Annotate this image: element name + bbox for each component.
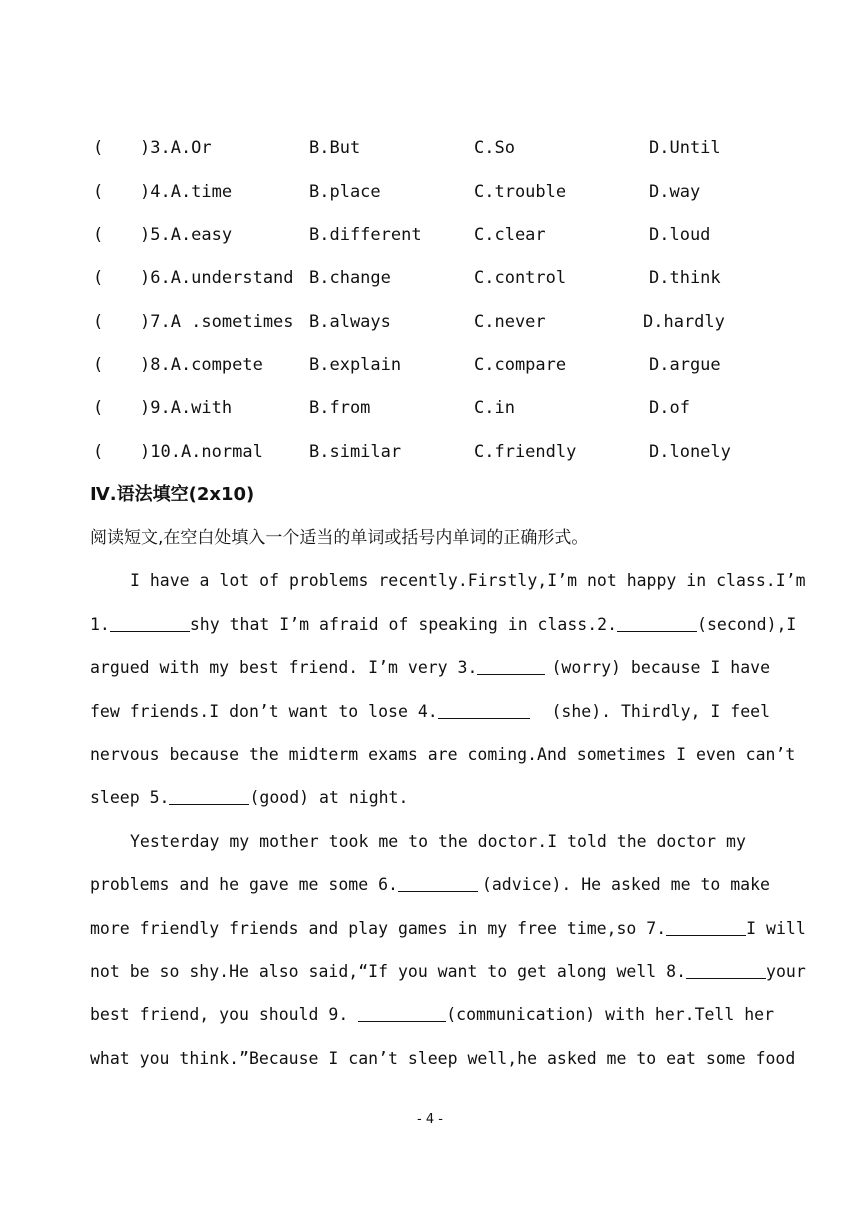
- mc-row-7: [90, 310, 780, 334]
- answer-blank-6[interactable]: [398, 873, 478, 892]
- mc-row-5: [90, 223, 780, 247]
- option-c: C.control: [474, 268, 567, 288]
- answer-paren: (: [93, 225, 104, 245]
- passage-text: (good) at night.: [249, 788, 409, 807]
- passage-text: problems and he gave me some 6.: [90, 875, 398, 894]
- answer-blank-1[interactable]: [110, 613, 190, 632]
- answer-blank-8[interactable]: [686, 960, 766, 979]
- mc-row-10: [90, 440, 780, 464]
- option-b: B.different: [309, 225, 422, 245]
- option-a: )6.A.understand: [140, 268, 294, 288]
- passage-line: [90, 1002, 775, 1028]
- passage-line: [90, 612, 797, 638]
- answer-paren: (: [93, 268, 104, 288]
- option-b: B.But: [309, 138, 361, 158]
- passage-text: (she). Thirdly, I feel: [551, 702, 770, 721]
- option-a: )4.A.time: [140, 182, 233, 202]
- answer-blank-4[interactable]: [438, 700, 530, 719]
- passage-text: few friends.I don’t want to lose 4.: [90, 702, 438, 721]
- passage-text: (worry) because I have: [551, 658, 770, 677]
- passage-text: shy that I’m afraid of speaking in class.2.: [189, 615, 618, 634]
- passage-text: (communication) with her.Tell her: [446, 1005, 775, 1024]
- option-d: D.argue: [649, 355, 721, 375]
- passage-text: best friend, you should 9.: [90, 1005, 359, 1024]
- passage-text: nervous because the midterm exams are coming.And sometimes I even can’t: [90, 745, 796, 764]
- option-c: C.never: [474, 312, 546, 332]
- answer-paren: (: [93, 312, 104, 332]
- passage-line: [90, 916, 806, 942]
- mc-row-6: [90, 266, 780, 290]
- passage-line: [90, 655, 770, 681]
- option-a: )9.A.with: [140, 398, 233, 418]
- option-b: B.place: [309, 182, 381, 202]
- answer-paren: (: [93, 138, 104, 158]
- passage-text: more friendly friends and play games in my free time,so 7.: [90, 919, 667, 938]
- answer-paren: (: [93, 398, 104, 418]
- passage-text: not be so shy.He also said,“If you want to get along well 8.: [90, 962, 687, 981]
- option-d: D.of: [649, 398, 690, 418]
- answer-blank-7[interactable]: [666, 917, 746, 936]
- passage-text: I will: [746, 919, 806, 938]
- passage-text: (second),I: [697, 615, 797, 634]
- instruction-text: 阅读短文,在空白处填入一个适当的单词或括号内单词的正确形式。: [90, 528, 589, 548]
- option-a: )10.A.normal: [140, 442, 263, 462]
- option-c: C.friendly: [474, 442, 577, 462]
- option-a: )5.A.easy: [140, 225, 233, 245]
- option-b: B.change: [309, 268, 391, 288]
- passage-line: [90, 785, 770, 811]
- answer-blank-2[interactable]: [617, 613, 697, 632]
- answer-blank-9[interactable]: [358, 1003, 446, 1022]
- option-b: B.always: [309, 312, 391, 332]
- passage-line: [90, 742, 796, 768]
- mc-row-9: [90, 396, 780, 420]
- option-a: )3.A.Or: [140, 138, 212, 158]
- page-number: - 4 -: [417, 1112, 443, 1127]
- option-a: )7.A .sometimes: [140, 312, 294, 332]
- option-b: B.explain: [309, 355, 402, 375]
- option-d: D.lonely: [649, 442, 731, 462]
- answer-paren: (: [93, 182, 104, 202]
- answer-blank-5[interactable]: [169, 786, 249, 805]
- answer-paren: (: [93, 442, 104, 462]
- passage-text: argued with my best friend. I’m very 3.: [90, 658, 478, 677]
- answer-paren: (: [93, 355, 104, 375]
- passage-text: I have a lot of problems recently.Firstly,I’m not happy in class.I’m: [130, 571, 806, 590]
- option-c: C.trouble: [474, 182, 567, 202]
- option-c: C.clear: [474, 225, 546, 245]
- passage-text: what you think.”Because I can’t sleep well,he asked me to eat some food: [90, 1049, 796, 1068]
- passage-text: 1.: [90, 615, 110, 634]
- option-b: B.similar: [309, 442, 402, 462]
- passage-text: Yesterday my mother took me to the doctor.I told the doctor my: [130, 832, 746, 851]
- passage-line: [90, 1046, 796, 1072]
- mc-row-3: [90, 136, 780, 160]
- option-d: D.Until: [649, 138, 721, 158]
- option-a: )8.A.compete: [140, 355, 263, 375]
- passage-line: [90, 872, 770, 898]
- option-d: D.think: [649, 268, 721, 288]
- option-c: C.So: [474, 138, 515, 158]
- section-title: Ⅳ.语法填空(2x10): [90, 484, 255, 505]
- passage-text: (advice). He asked me to make: [481, 875, 770, 894]
- mc-row-4: [90, 180, 780, 204]
- passage-line: [130, 829, 770, 855]
- passage-text: sleep 5.: [90, 788, 170, 807]
- option-d: D.way: [649, 182, 701, 202]
- mc-row-8: [90, 353, 780, 377]
- passage-line: [90, 699, 770, 725]
- option-b: B.from: [309, 398, 371, 418]
- passage-text: your: [766, 962, 806, 981]
- option-d: D.hardly: [643, 312, 725, 332]
- passage-line: [90, 959, 806, 985]
- option-d: D.loud: [649, 225, 711, 245]
- answer-blank-3[interactable]: [477, 656, 545, 675]
- option-c: C.in: [474, 398, 515, 418]
- passage-line: [130, 568, 806, 594]
- option-c: C.compare: [474, 355, 567, 375]
